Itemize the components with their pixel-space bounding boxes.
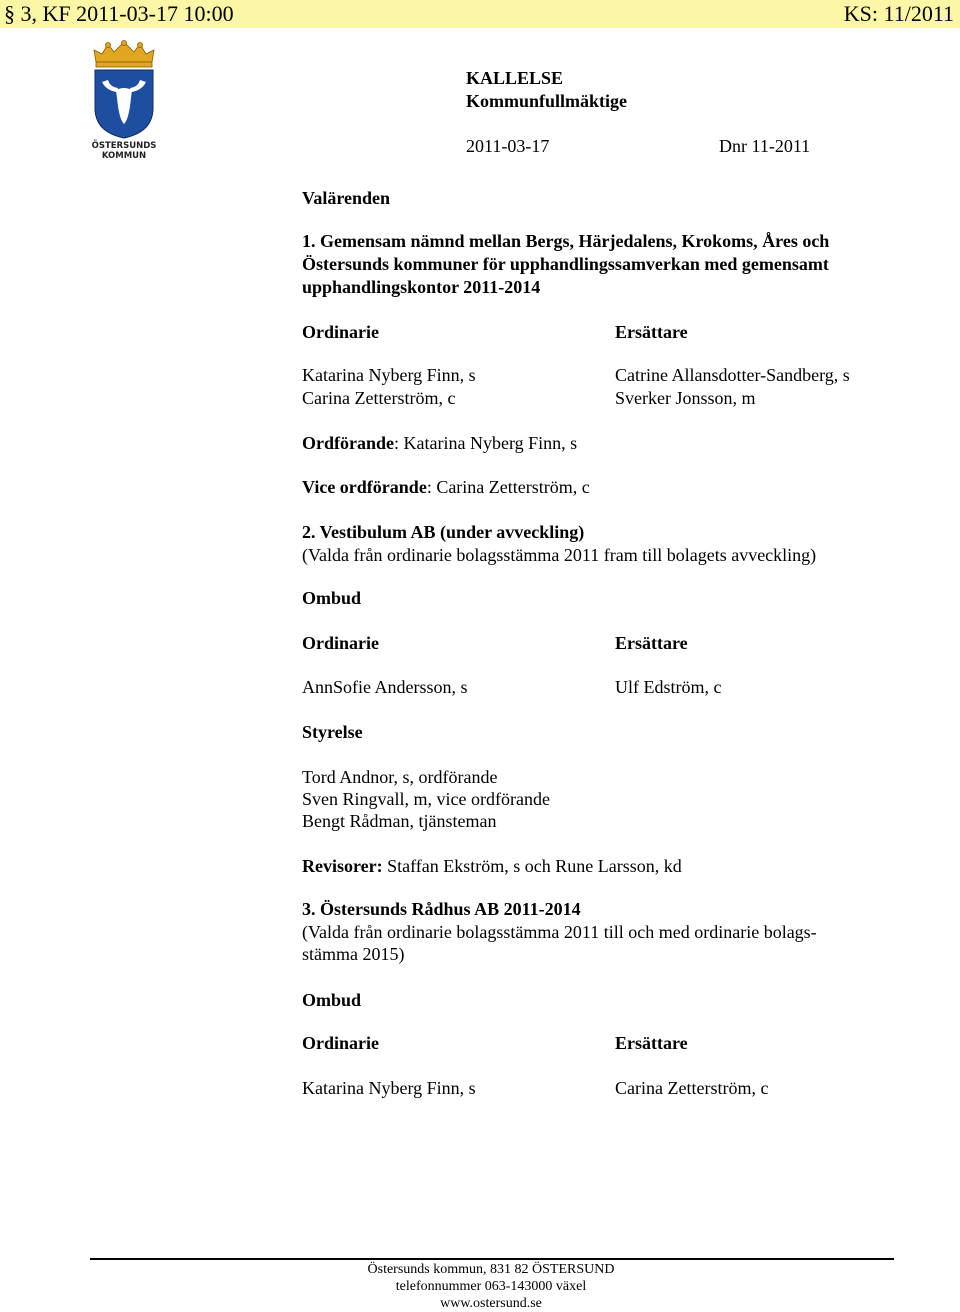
logo-text-line1: ÖSTERSUNDS: [91, 141, 157, 151]
header-case-number: KS: 11/2011: [843, 1, 954, 26]
document-body: Kommunfullmäktige: [466, 91, 628, 111]
section-heading: Valärenden: [302, 188, 391, 208]
chair-label: Ordförande: [302, 433, 394, 453]
section2-ersattare-label: Ersättare: [615, 633, 688, 653]
section1-title-line2: Östersunds kommuner för upphandlingssamverkan med gemensamt: [302, 254, 829, 274]
footer-address: Östersunds kommun, 831 82 ÖSTERSUND: [367, 1262, 615, 1277]
footer-phone: telefonnummer 063-143000 växel: [395, 1279, 587, 1294]
section1-ersattare-member: Catrine Allansdotter-Sandberg, s: [615, 365, 850, 385]
section2-title: 2. Vestibulum AB (under avveckling): [302, 522, 585, 542]
section1-vice-chair: [302, 476, 590, 498]
revisorer-label: Revisorer:: [302, 856, 383, 876]
page-header-bar: [0, 0, 960, 28]
document-dnr: Dnr 11-2011: [719, 136, 811, 156]
section3-ersattare-label: Ersättare: [615, 1033, 688, 1053]
section2-revisorer: [302, 855, 682, 877]
section1-ordinarie-member: Katarina Nyberg Finn, s: [302, 365, 476, 385]
section2-styrelse-label: Styrelse: [302, 722, 363, 742]
section3-ordinarie-label: Ordinarie: [302, 1033, 379, 1053]
footer-divider: [90, 1258, 894, 1260]
section3-ordinarie-member: Katarina Nyberg Finn, s: [302, 1078, 476, 1098]
chair-value: : Katarina Nyberg Finn, s: [394, 433, 578, 453]
section2-ersattare-member: Ulf Edström, c: [615, 677, 722, 697]
section1-ordinarie-member: Carina Zetterström, c: [302, 388, 456, 408]
footer-website[interactable]: www.ostersund.se: [440, 1296, 542, 1311]
styrelse-member: Tord Andnor, s, ordförande: [302, 767, 498, 787]
logo-text-line2: KOMMUN: [101, 151, 147, 160]
document-date: 2011-03-17: [466, 136, 550, 156]
vice-chair-value: : Carina Zetterström, c: [426, 477, 590, 497]
document-type: KALLELSE: [466, 68, 564, 88]
revisorer-value: Staffan Ekström, s och Rune Larsson, kd: [382, 856, 682, 876]
section2-ordinarie-member: AnnSofie Andersson, s: [302, 677, 468, 697]
section2-subtitle: (Valda från ordinarie bolagsstämma 2011 fram till bolagets avveckling): [302, 545, 817, 565]
section3-subtitle-line2: stämma 2015): [302, 944, 405, 964]
header-paragraph-ref: § 3, KF 2011-03-17 10:00: [4, 1, 234, 26]
styrelse-member: Bengt Rådman, tjänsteman: [302, 811, 497, 831]
section3-ombud-label: Ombud: [302, 990, 362, 1010]
section2-ordinarie-label: Ordinarie: [302, 633, 379, 653]
section1-ordinarie-label: Ordinarie: [302, 322, 379, 342]
section1-ersattare-member: Sverker Jonsson, m: [615, 388, 756, 408]
ostersund-crest-logo: [88, 40, 160, 160]
styrelse-member: Sven Ringvall, m, vice ordförande: [302, 789, 550, 809]
section1-ersattare-label: Ersättare: [615, 322, 688, 342]
section1-chair: [302, 432, 577, 454]
section3-ersattare-member: Carina Zetterström, c: [615, 1078, 769, 1098]
section3-subtitle-line1: (Valda från ordinarie bolagsstämma 2011 till och med ordinarie bolags-: [302, 922, 817, 942]
section2-ombud-label: Ombud: [302, 588, 362, 608]
section1-title-line3: upphandlingskontor 2011-2014: [302, 277, 541, 297]
section3-title: 3. Östersunds Rådhus AB 2011-2014: [302, 899, 581, 919]
section1-title-line1: 1. Gemensam nämnd mellan Bergs, Härjedalens, Krokoms, Åres och: [302, 231, 830, 251]
vice-chair-label: Vice ordförande: [302, 477, 427, 497]
